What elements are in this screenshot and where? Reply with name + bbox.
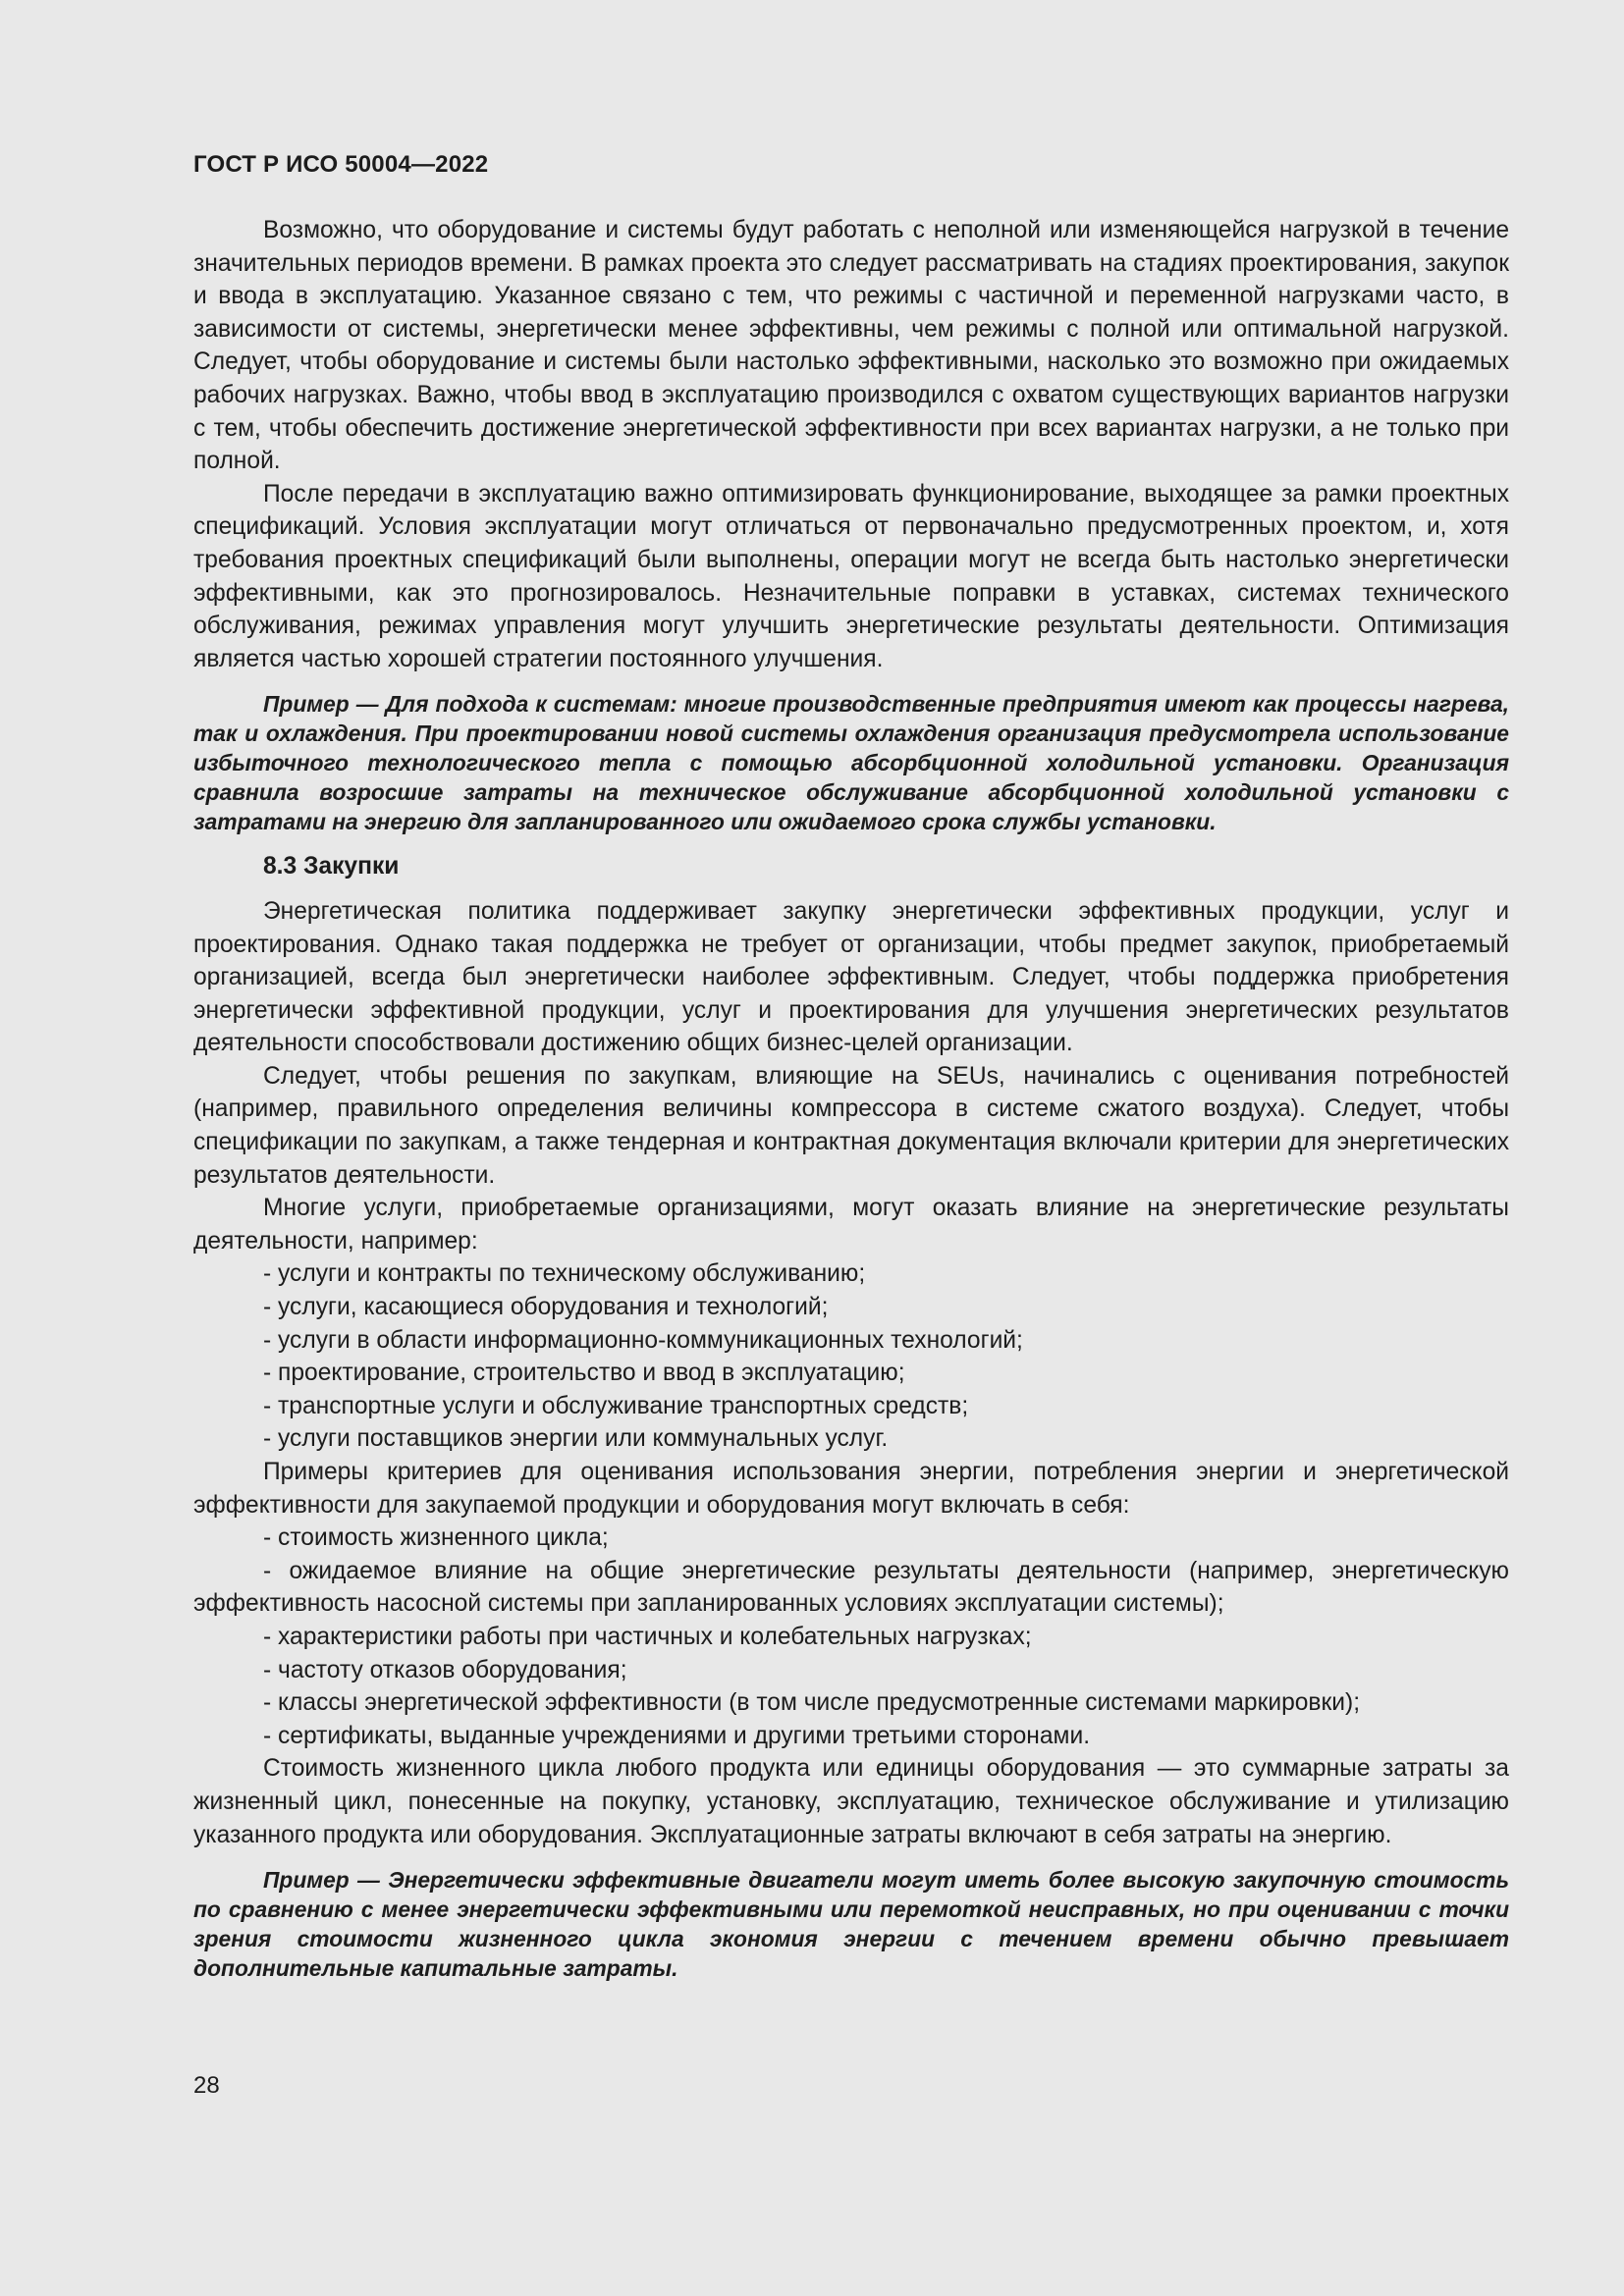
page-number: 28 [193, 2072, 220, 2099]
list-item: - стоимость жизненного цикла; [263, 1524, 609, 1552]
list-item: - классы энергетической эффективности (в том числе предусмотренные системами маркировки); [263, 1689, 1361, 1717]
list-item: - услуги в области информационно-коммуникационных технологий; [263, 1326, 1023, 1354]
criteria-list [193, 1522, 1509, 1752]
section-title-procurement: 8.3 Закупки [263, 853, 400, 881]
list-item: - услуги, касающиеся оборудования и технологий; [263, 1294, 829, 1321]
services-list [193, 1257, 1509, 1456]
document-header: ГОСТ Р ИСО 50004—2022 [193, 151, 489, 178]
document-body [193, 214, 1509, 1983]
paragraph-lifecycle-cost: Стоимость жизненного цикла любого продукта или единицы оборудования — это суммарные затраты за жизненный цикл, понесенные на покупку, установку, эксплуатацию, техническое обслуживание и утилизацию указанного продукта или оборудования. Эксплуатационные затраты включают в себя затраты на энергию. [193, 1755, 1509, 1848]
document-page [193, 147, 1509, 1997]
list-item: - характеристики работы при частичных и колебательных нагрузках; [263, 1623, 1032, 1650]
list-item: - услуги и контракты по техническому обслуживанию; [263, 1260, 866, 1288]
list-item: - проектирование, строительство и ввод в эксплуатацию; [263, 1360, 905, 1387]
list-item: - частоту отказов оборудования; [263, 1656, 627, 1683]
paragraph-seu-decisions: Следует, чтобы решения по закупкам, влияющие на SEUs, начинались с оценивания потребностей (например, правильного определения величины компрессора в системе сжатого воздуха). Следует, чтобы спецификации по закупкам, а также тендерная и контрактная документация включали критерии для энергетических результатов деятельности. [193, 1062, 1509, 1189]
example-note-motors: Пример — Энергетически эффективные двигатели могут иметь более высокую закупочную стоимость по сравнению с менее энергетически эффективными или перемоткой неисправных, но при оценивании с точки зрения стоимости жизненного цикла экономия энергии с течением времени обычно превышает дополнительные капитальные затраты. [193, 1867, 1509, 1982]
paragraph-commissioning: Возможно, что оборудование и системы будут работать с неполной или изменяющейся нагрузкой в течение значительных периодов времени. В рамках проекта это следует рассматривать на стадиях проектирования, закупок и ввода в эксплуатацию. Указанное связано с тем, что режимы с частичной и переменной нагрузками часто, в зависимости от системы, энергетически менее эффективны, чем режимы с полной или оптимальной нагрузкой. Следует, чтобы оборудование и системы были настолько эффективными, насколько это возможно при ожидаемых рабочих нагрузках. Важно, чтобы ввод в эксплуатацию производился с охватом существующих вариантов нагрузки с тем, чтобы обеспечить достижение энергетической эффективности при всех вариантах нагрузки, а не только при полной. [193, 217, 1509, 475]
paragraph-criteria-intro: Примеры критериев для оценивания использования энергии, потребления энергии и энергетической эффективности для закупаемой продукции и оборудования могут включать в себя: [193, 1459, 1509, 1519]
paragraph-energy-policy: Энергетическая политика поддерживает закупку энергетически эффективных продукции, услуг и проектирования. Однако такая поддержка не требует от организации, чтобы предмет закупок, приобретаемый организацией, всегда был энергетически наиболее эффективным. Следует, чтобы поддержка приобретения энергетически эффективной продукции, услуг и проектирования для улучшения энергетических результатов деятельности способствовали достижению общих бизнес-целей организации. [193, 897, 1509, 1057]
list-item: - услуги поставщиков энергии или коммунальных услуг. [263, 1425, 889, 1453]
list-item: - ожидаемое влияние на общие энергетические результаты деятельности (например, энергетическую эффективность насосной системы при запланированных условиях эксплуатации системы); [193, 1557, 1509, 1618]
list-item: - сертификаты, выданные учреждениями и другими третьими сторонами. [263, 1722, 1091, 1749]
example-note-cooling: Пример — Для подхода к системам: многие производственные предприятия имеют как процессы нагрева, так и охлаждения. При проектировании новой системы охлаждения организация предусмотрела использование избыточного технологического тепла с помощью абсорбционной холодильной установки. Организация сравнила возросшие затраты на техническое обслуживание абсорбционной холодильной установки с затратами на энергию для запланированного или ожидаемого срока службы установки. [193, 691, 1509, 835]
paragraph-services-intro: Многие услуги, приобретаемые организациями, могут оказать влияние на энергетические результаты деятельности, например: [193, 1195, 1509, 1255]
list-item: - транспортные услуги и обслуживание транспортных средств; [263, 1392, 969, 1419]
paragraph-optimization: После передачи в эксплуатацию важно оптимизировать функционирование, выходящее за рамки проектных спецификаций. Условия эксплуатации могут отличаться от первоначально предусмотренных проектом, и, хотя требования проектных спецификаций были выполнены, операции могут не всегда быть настолько энергетически эффективными, как это прогнозировалось. Незначительные поправки в уставках, системах технического обслуживания, режимах управления могут улучшить энергетические результаты деятельности. Оптимизация является частью хорошей стратегии постоянного улучшения. [193, 480, 1509, 672]
